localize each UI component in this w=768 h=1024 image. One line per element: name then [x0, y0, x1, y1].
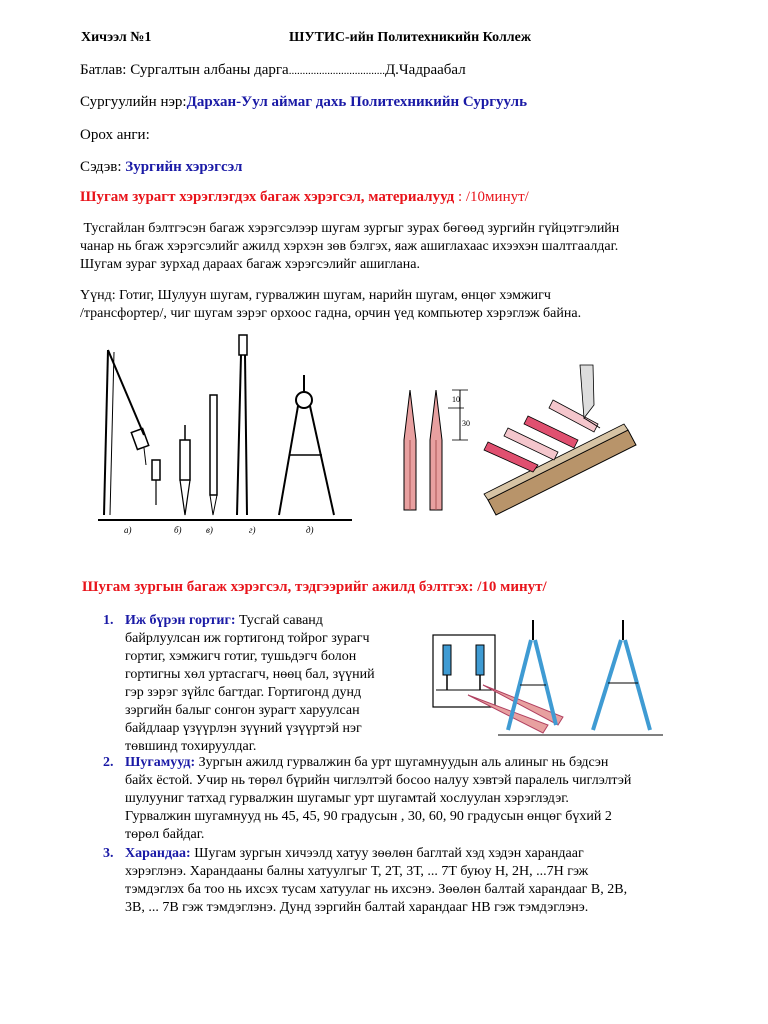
topic-line [80, 159, 242, 176]
section1-title: Шугам зурагт хэрэглэгдэх багаж хэрэгсэл, материалууд [80, 189, 455, 205]
lesson-number: Хичээл №1 [81, 30, 152, 45]
list-line: төрөл байдаг. [125, 827, 205, 842]
intro-paragraph [80, 220, 720, 274]
class-label: Орох анги: [80, 127, 150, 143]
intro-line: Тусгайлан бэлтгэсэн багаж хэрэгсэлээр шугам зургыг зурах бөгөөд зургийн гүйцэтгэлийн [80, 221, 620, 236]
list-line: байрлуулсан иж гортигонд тойрог зурагч [125, 631, 370, 646]
list-line: гэр зэрэг зүйлс багтдаг. Гортигонд дунд [125, 685, 362, 700]
tools-line: /трансфортер/, чиг шугам зэрэг орхоос гадна, орчин үед компьютер хэрэглэж байна. [80, 306, 582, 321]
approval-dots: ................................... [288, 65, 385, 77]
dimension-30: 30 [462, 419, 470, 428]
list-line: төвшинд тохируулдаг. [125, 739, 257, 754]
approval-line [80, 62, 466, 79]
list-term: Шугамууд: [125, 755, 196, 770]
list-line: Тусгай саванд [235, 613, 323, 628]
figure-label-g: г) [249, 525, 256, 535]
list-line: хэрэглэнэ. Харандааны балны хатуулгыг Т, 2Т, 3Т, ... 7Т буюу Н, 2Н, ...7Н гэж [125, 864, 589, 879]
list-number: 1. [103, 613, 114, 628]
figure-label-d: д) [306, 525, 314, 535]
school-name: Дархан-Уул аймаг дахь Политехникийн Сургууль [186, 94, 528, 110]
list-line: байх ёстой. Учир нь төрөл бүрийн чиглэлтэй босоо налуу хэвтэй паралель чиглэлтэй [125, 773, 632, 788]
list-line: зэргийн балыг сонгон зурагт харуулсан [125, 703, 360, 718]
compass-figure [428, 615, 668, 750]
list-item [103, 612, 423, 756]
list-line: байдлаар үзүүрлэн зүүний үзүүртэй нэг [125, 721, 362, 736]
list-number: 3. [103, 846, 114, 861]
section1-time: : /10минут/ [454, 189, 529, 205]
figure-label-v: в) [206, 525, 213, 535]
list-number: 2. [103, 755, 114, 770]
dimension-10: 10 [452, 395, 460, 404]
list-line: гортиг, хэмжигч готиг, тушьдэгч болон [125, 649, 357, 664]
tools-paragraph [80, 287, 720, 323]
list-line: Шугам зургын хичээлд хатуу зөөлөн баглтай хэд хэдэн харандааг [190, 846, 584, 861]
figure-label-a: а) [124, 525, 132, 535]
list-line: Гурвалжин шугамнууд нь 45, 45, 90 градусын , 30, 60, 90 градусын өнцөг бүхий 2 [125, 809, 612, 824]
list-item [103, 754, 683, 844]
pencil-sharpening-figure [388, 360, 673, 520]
list-term: Иж бүрэн гортиг: [125, 613, 236, 628]
intro-line: чанар нь бгаж хэрэгсэлийг ажилд хэрхэн зөв бэлгэх, яаж ашиглахаас ихээхэн шалтгаалдаг. [80, 239, 619, 254]
list-item [103, 845, 683, 917]
list-line: Зургын ажилд гурвалжин ба урт шугамнуудын аль алиныг нь бэдсэн [195, 755, 609, 770]
college-name: ШУТИС-ийн Политехникийн Коллеж [289, 30, 532, 45]
section2-title: Шугам зургын багаж хэрэгсэл, тэдгээрийг ажилд бэлтгэх: /10 минут/ [82, 579, 547, 595]
list-line: шулууниг татхад гурвалжин шугамыг урт шугамтай хослуулан хэрэглэдэг. [125, 791, 569, 806]
school-label: Сургуулийн нэр: [80, 94, 187, 110]
drawing-instruments-figure [94, 330, 359, 540]
topic-value: Зургийн хэрэгсэл [125, 159, 243, 175]
approver-name: Д.Чадраабал [384, 62, 466, 78]
approval-label: Батлав: Сургалтын албаны дарга [80, 62, 289, 78]
intro-line: Шугам зураг зурхад дараах багаж хэрэгсэлийг ашиглана. [80, 257, 420, 272]
list-line: 3В, ... 7В гэж тэмдэглэнэ. Дунд зэргийн балтай харандааг НВ гэж тэмдэглэнэ. [125, 900, 589, 915]
section1-heading [80, 188, 529, 206]
list-term: Харандаа: [125, 846, 191, 861]
school-line [80, 94, 527, 111]
figure-label-b: б) [174, 525, 182, 535]
list-line: гортигны хөл уртасгагч, нөөц бал, зүүний [125, 667, 375, 682]
topic-label: Сэдэв: [80, 159, 122, 175]
list-line: тэмдэглэх ба тоо нь ихсэх тусам хатуулаг нь ихсэнэ. Зөөлөн балтай харандааг В, 2В, [125, 882, 628, 897]
tools-line: Үүнд: Готиг, Шулуун шугам, гурвалжин шугам, нарийн шугам, өнцөг хэмжигч [80, 288, 551, 303]
